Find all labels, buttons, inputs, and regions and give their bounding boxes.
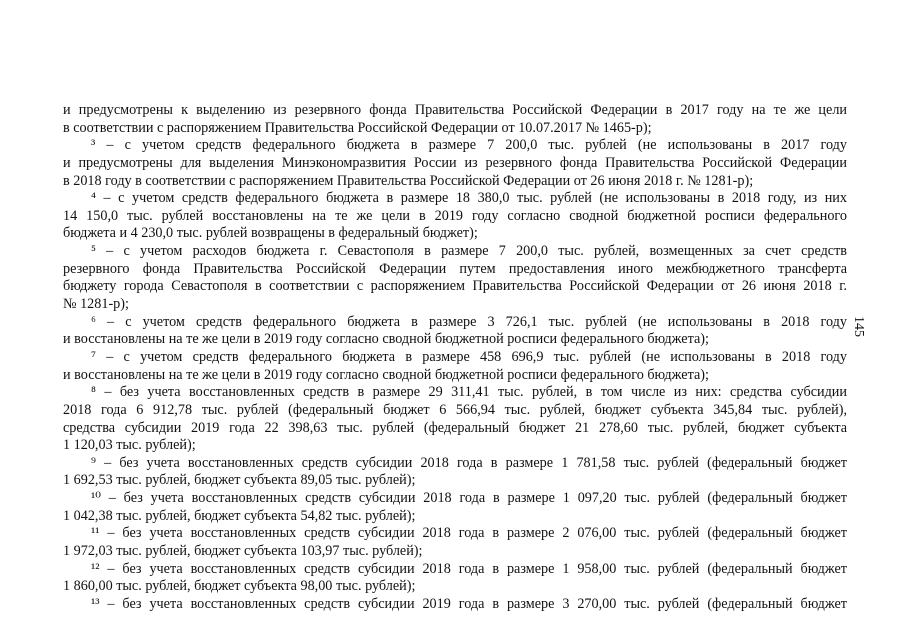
- text-line: в 2018 году в соответствии с распоряжением Правительства Российской Федерации от 26 июня 2018 г. № 1281-р);: [63, 172, 754, 189]
- text-line: 1 972,03 тыс. рублей, бюджет субъекта 103,97 тыс. рублей);: [63, 543, 423, 560]
- text-line: ⁴ – с учетом средств федерального бюджета в размере 18 380,0 тыс. рублей (не использованы в 2018 году, из них: [91, 190, 847, 207]
- text-line: бюджета и 4 230,0 тыс. рублей возвращены в федеральный бюджет);: [63, 225, 478, 242]
- text-line: 2018 года 6 912,78 тыс. рублей (федеральный бюджет 6 566,94 тыс. рублей, бюджет субъекта 345,84 тыс. рублей),: [63, 401, 847, 418]
- text-line: 1 120,03 тыс. рублей);: [63, 437, 196, 454]
- text-line: и предусмотрены для выделения Минэкономразвития России из резервного фонда Правительства Российской Федерации: [63, 154, 847, 171]
- text-line: ³ – с учетом средств федерального бюджета в размере 7 200,0 тыс. рублей (не использованы в 2017 году: [91, 137, 847, 154]
- text-line: 1 692,53 тыс. рублей, бюджет субъекта 89,05 тыс. рублей);: [63, 472, 416, 489]
- text-line: и восстановлены на те же цели в 2019 году согласно сводной бюджетной росписи федерального бюджета);: [63, 331, 709, 348]
- text-line: и предусмотрены к выделению из резервного фонда Правительства Российской Федерации в 2017 году на те же цели: [63, 102, 847, 118]
- text-line: ¹⁰ – без учета восстановленных средств субсидии 2018 года в размере 1 097,20 тыс. рублей (федеральный бюджет: [91, 490, 847, 507]
- text-line: ¹² – без учета восстановленных средств субсидии 2018 года в размере 1 958,00 тыс. рублей (федеральный бюджет: [91, 560, 847, 577]
- text-line: в соответствии с распоряжением Правительства Российской Федерации от 10.07.2017 № 1465-р);: [63, 119, 652, 136]
- text-line: ⁶ – с учетом средств федерального бюджета в размере 3 726,1 тыс. рублей (не использованы в 2018 году: [91, 313, 847, 330]
- text-line: ⁵ – с учетом расходов бюджета г. Севастополя в размере 7 200,0 тыс. рублей, возмещенных за счет средств: [91, 243, 847, 260]
- footnotes-text-block: [63, 102, 847, 614]
- text-line: 1 042,38 тыс. рублей, бюджет субъекта 54,82 тыс. рублей);: [63, 507, 416, 524]
- text-line: средства субсидии 2019 года 22 398,63 тыс. рублей (федеральный бюджет 21 278,60 тыс. рублей, бюджет субъекта: [63, 419, 847, 436]
- text-line: 1 860,00 тыс. рублей, бюджет субъекта 98,00 тыс. рублей);: [63, 578, 416, 595]
- text-line: бюджету города Севастополя в соответствии с распоряжением Правительства Российской Федерации от 26 июня 2018 г.: [63, 278, 847, 295]
- text-line: и восстановлены на те же цели в 2019 году согласно сводной бюджетной росписи федерального бюджета);: [63, 366, 709, 383]
- text-line: ¹¹ – без учета восстановленных средств субсидии 2018 года в размере 2 076,00 тыс. рублей (федеральный бюджет: [91, 525, 847, 542]
- text-line: ⁷ – с учетом средств федерального бюджета в размере 458 696,9 тыс. рублей (не использованы в 2018 году: [91, 348, 847, 365]
- text-line: ⁹ – без учета восстановленных средств субсидии 2018 года в размере 1 781,58 тыс. рублей (федеральный бюджет: [91, 454, 847, 471]
- text-line: ⁸ – без учета восстановленных средств в размере 29 311,41 тыс. рублей, в том числе из них: средства субсидии: [91, 384, 847, 401]
- text-line: № 1281-р);: [63, 296, 129, 313]
- page-number: 145: [851, 316, 866, 337]
- text-line: резервного фонда Правительства Российской Федерации путем предоставления иного межбюджетного трансферта: [63, 260, 847, 277]
- text-line: ¹³ – без учета восстановленных средств субсидии 2019 года в размере 3 270,00 тыс. рублей (федеральный бюджет: [91, 595, 847, 612]
- text-line: 14 150,0 тыс. рублей восстановлены на те же цели в 2019 году согласно сводной бюджетной росписи федерального: [63, 207, 847, 224]
